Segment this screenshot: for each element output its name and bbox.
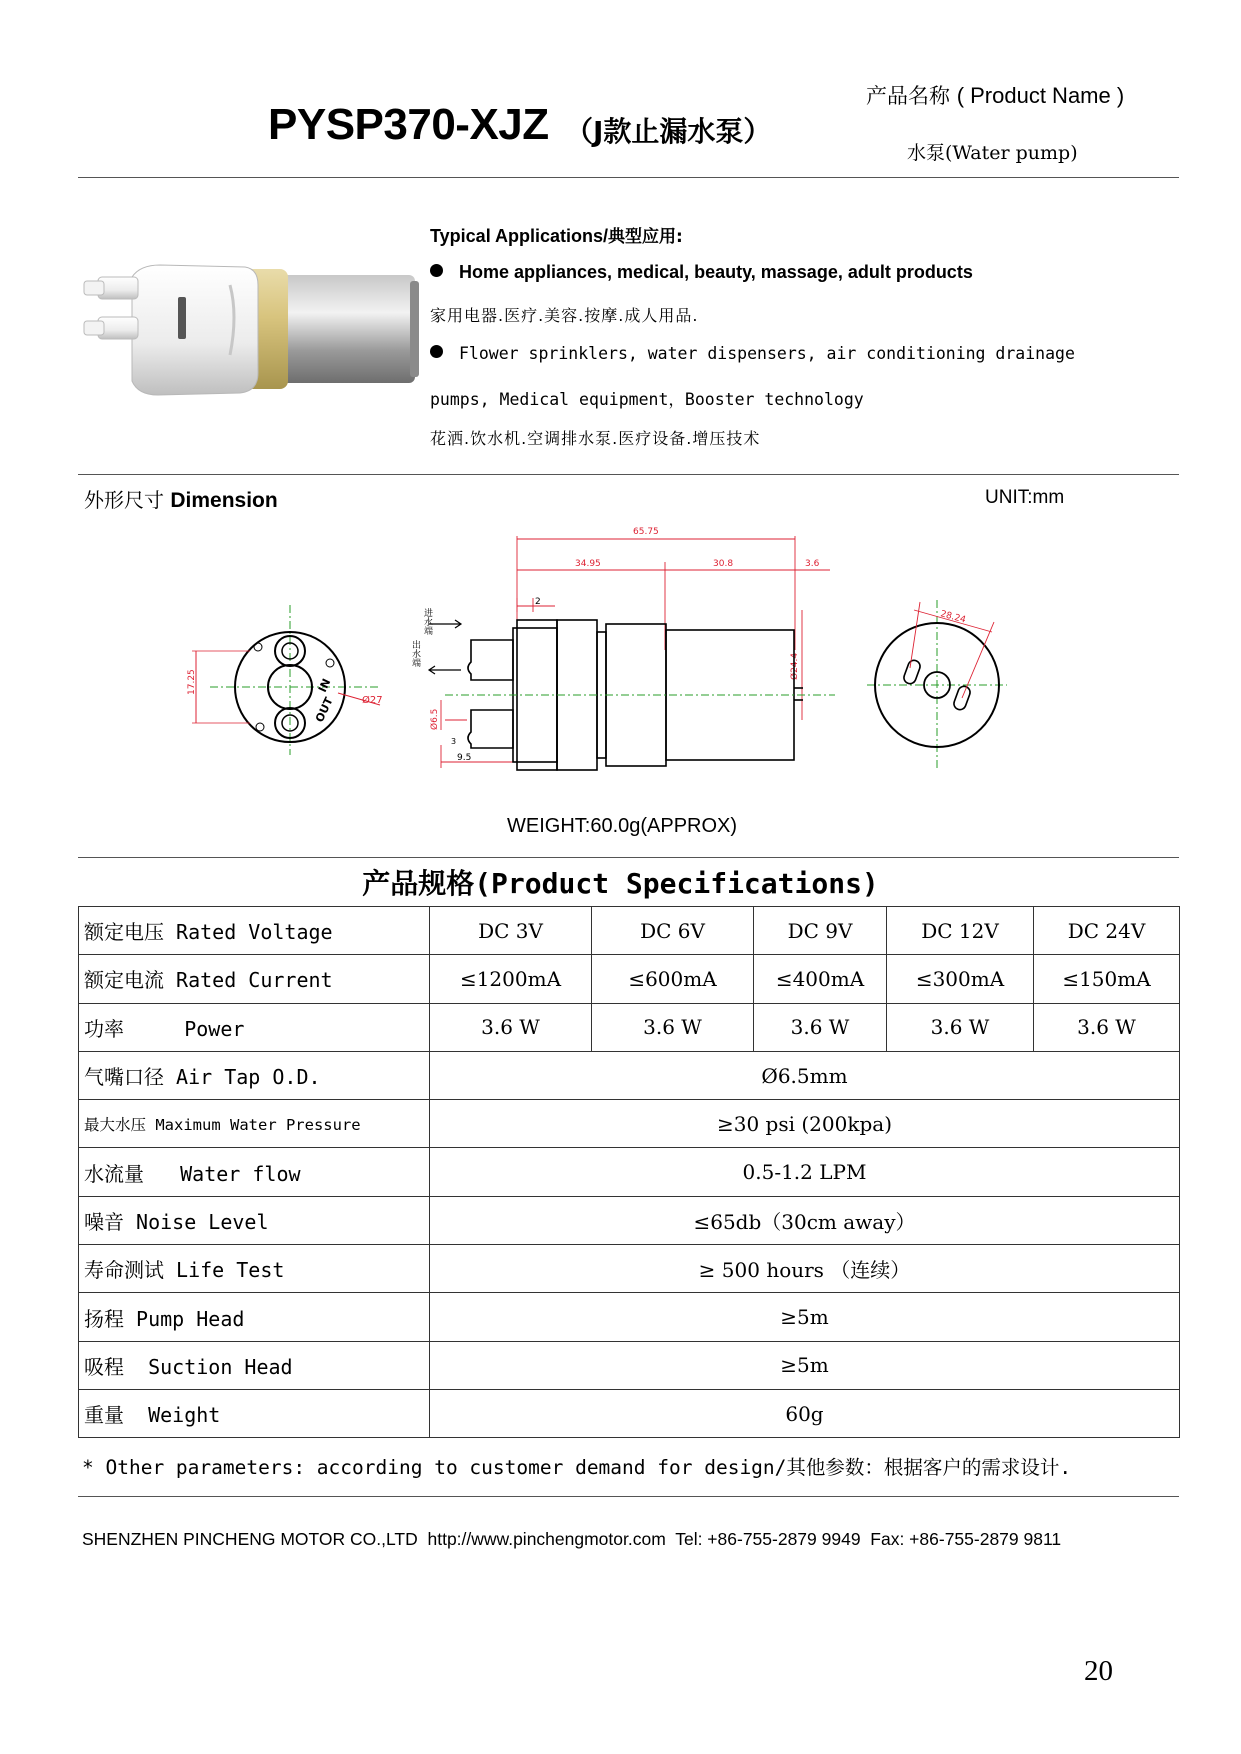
front-diameter-label: Ø27: [362, 695, 383, 706]
product-model: PYSP370-XJZ: [268, 100, 549, 149]
application-item-2-en-line2: pumps, Medical equipment，Booster technology: [430, 390, 864, 409]
spec-note: * Other parameters: according to customer demand for design/其他参数：根据客户的需求设计.: [82, 1456, 1072, 1479]
page-number: 20: [1084, 1655, 1113, 1687]
spec-value: DC 9V: [754, 907, 887, 955]
spec-label: 寿命测试 Life Test: [79, 1245, 430, 1293]
spec-label: 最大水压 Maximum Water Pressure: [79, 1100, 430, 1148]
spec-row: [79, 907, 1180, 955]
in-mark-label: IN: [315, 676, 334, 695]
specifications-table: [78, 906, 1180, 1438]
dimension-divider: [78, 857, 1179, 858]
spec-row: [79, 1148, 1180, 1196]
spec-value: 3.6 W: [887, 1003, 1034, 1051]
spec-value: ≤300mA: [887, 955, 1034, 1003]
application-item-2-cn: 花洒.饮水机.空调排水泵.医疗设备.增压技术: [430, 429, 761, 448]
note-divider: [78, 1496, 1179, 1497]
dimension-title: [84, 484, 278, 513]
spec-label: 功率 Power: [79, 1003, 430, 1051]
port-length-label: 9.5: [457, 753, 472, 763]
spec-row: [79, 1341, 1180, 1389]
product-name-label-cn: 产品名称: [866, 84, 950, 108]
port-small-label: 3: [451, 737, 457, 746]
bullet-icon: [430, 264, 443, 277]
spec-value: Ø6.5mm: [430, 1051, 1180, 1099]
company-footer: SHENZHEN PINCHENG MOTOR CO.,LTD http://www.pinchengmotor.com Tel: +86-755-2879 9949 Fax: +86-755-2879 9811: [82, 1529, 1062, 1549]
spec-value: ≤600mA: [592, 955, 754, 1003]
back-dimension-label: 28.24: [939, 609, 967, 626]
port-diameter-label: Ø6.5: [430, 708, 440, 730]
spec-label: 扬程 Pump Head: [79, 1293, 430, 1341]
spec-value: DC 3V: [430, 907, 592, 955]
spec-value: ≤400mA: [754, 955, 887, 1003]
spec-label: 吸程 Suction Head: [79, 1341, 430, 1389]
spec-value: ≥30 psi (200kpa): [430, 1100, 1180, 1148]
product-name-value: 水泵(Water pump): [907, 142, 1078, 164]
spec-label: 水流量 Water flow: [79, 1148, 430, 1196]
header-divider: [78, 177, 1179, 178]
application-item-1-en: Home appliances, medical, beauty, massage, adult products: [459, 262, 973, 282]
product-name-label-en: ( Product Name ): [956, 83, 1125, 108]
spec-value: ≥ 500 hours （连续）: [430, 1245, 1180, 1293]
length-a-label: 34.95: [575, 559, 601, 569]
applications-title-cn: 典型应用:: [608, 227, 683, 247]
specifications-title: 产品规格(Product Specifications): [362, 867, 879, 900]
body-diameter-label: Ø24.4: [790, 652, 800, 680]
spec-row: [79, 1051, 1180, 1099]
out-mark-label: OUT: [312, 695, 336, 725]
application-item-2-en-line1: Flower sprinklers, water dispensers, air conditioning drainage: [459, 344, 1075, 363]
total-length-label: 65.75: [633, 527, 659, 537]
dimension-title-en: Dimension: [170, 489, 278, 512]
applications-title: [430, 222, 683, 247]
spec-row: [79, 1003, 1180, 1051]
product-name-label: [866, 80, 1124, 110]
spec-value: DC 6V: [592, 907, 754, 955]
spec-value: ≥5m: [430, 1341, 1180, 1389]
product-model-subtitle: （J款止漏水泵）: [565, 115, 772, 148]
spec-value: DC 12V: [887, 907, 1034, 955]
spec-row: [79, 1293, 1180, 1341]
spec-label: 气嘴口径 Air Tap O.D.: [79, 1051, 430, 1099]
spec-label: 噪音 Noise Level: [79, 1196, 430, 1244]
unit-label: UNIT:mm: [985, 487, 1065, 508]
side-view-drawing: [405, 520, 845, 770]
application-item-1: [430, 262, 973, 283]
spec-row: [79, 955, 1180, 1003]
inlet-label: 进水端: [422, 608, 432, 635]
spec-value: ≤150mA: [1034, 955, 1180, 1003]
spec-label: 重量 Weight: [79, 1389, 430, 1437]
applications-title-en: Typical Applications/: [430, 226, 609, 246]
spec-row: [79, 1245, 1180, 1293]
spec-row: [79, 1389, 1180, 1437]
spec-row: [79, 1196, 1180, 1244]
front-view-drawing: [187, 605, 390, 755]
back-view-drawing: [862, 580, 1012, 775]
applications-divider: [78, 474, 1179, 475]
dimension-title-cn: 外形尺寸: [84, 488, 164, 512]
outlet-label: 出水端: [410, 640, 420, 667]
application-item-2: [430, 344, 1075, 363]
spec-value: 0.5-1.2 LPM: [430, 1148, 1180, 1196]
length-b-label: 30.8: [713, 559, 734, 569]
spec-value: 3.6 W: [430, 1003, 592, 1051]
application-item-1-cn: 家用电器.医疗.美容.按摩.成人用品.: [430, 306, 699, 325]
weight-approx: WEIGHT:60.0g(APPROX): [507, 815, 738, 837]
spec-value: ≥5m: [430, 1293, 1180, 1341]
length-c-label: 3.6: [805, 559, 820, 569]
length-d-label: 2: [535, 597, 541, 607]
spec-value: ≤1200mA: [430, 955, 592, 1003]
spec-value: 3.6 W: [754, 1003, 887, 1051]
spec-label: 额定电压 Rated Voltage: [79, 907, 430, 955]
spec-value: 3.6 W: [1034, 1003, 1180, 1051]
spec-value: ≤65db（30cm away）: [430, 1196, 1180, 1244]
spec-row: [79, 1100, 1180, 1148]
bullet-icon: [430, 345, 443, 358]
pump-photo: [80, 255, 425, 405]
spec-value: DC 24V: [1034, 907, 1180, 955]
spec-value: 60g: [430, 1389, 1180, 1437]
height-ports-label: 17.25: [187, 669, 197, 695]
spec-label: 额定电流 Rated Current: [79, 955, 430, 1003]
spec-value: 3.6 W: [592, 1003, 754, 1051]
